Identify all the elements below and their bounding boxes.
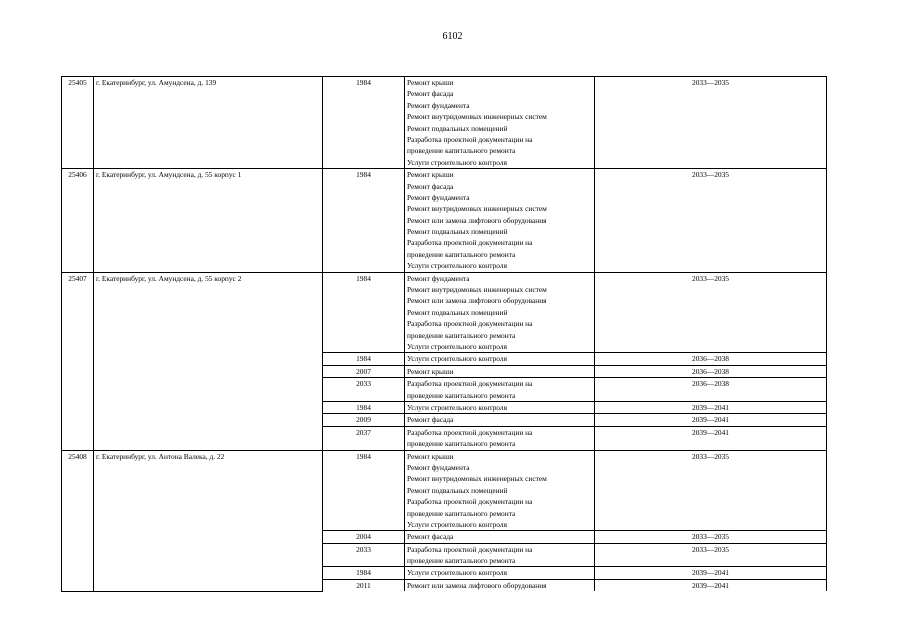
work-item: Ремонт крыши [407,366,454,376]
year-cell: 2033 [323,543,405,567]
period-cell: 2039—2041 [595,426,827,450]
period-cell: 2036—2038 [595,353,827,365]
house-id-cell: 25405 [62,77,94,169]
year-cell: 1984 [323,77,405,169]
work-item: Ремонт фундамента [407,273,470,283]
work-item: Ремонт фасада [407,181,454,191]
work-item: Ремонт внутридомовых инженерных систем [407,285,547,295]
year-cell: 1984 [323,567,405,579]
work-item: Ремонт фундамента [407,462,470,472]
work-item: Услуги строительного контроля [407,519,507,529]
period-cell: 2039—2041 [595,567,827,579]
period-cell: 2036—2038 [595,365,827,377]
year-cell: 2033 [323,378,405,402]
work-item: Ремонт подвальных помещений [407,485,508,495]
work-item: Ремонт крыши [407,78,454,87]
work-item: проведение капитального ремонта [407,439,516,449]
work-item: Разработка проектной документации на [407,238,533,248]
work-item: Разработка проектной документации на [407,497,533,507]
period-cell: 2039—2041 [595,401,827,413]
table-row [62,77,827,169]
period-cell: 2039—2041 [595,579,827,591]
work-item: Ремонт фасада [407,89,454,99]
work-item: Услуги строительного контроля [407,261,507,271]
work-item: Ремонт подвальных помещений [407,227,508,237]
work-list-cell [405,378,595,402]
work-item: Ремонт или замена лифтового оборудования [407,296,547,306]
work-item: Разработка проектной документации на [407,319,533,329]
work-item: Ремонт или замена лифтового оборудования [407,580,547,590]
work-item: Ремонт внутридомовых инженерных систем [407,474,547,484]
year-cell: 2037 [323,426,405,450]
work-item: Разработка проектной документации на [407,427,533,437]
work-item: проведение капитального ремонта [407,508,516,518]
work-item: Ремонт фасада [407,532,454,542]
work-item: Услуги строительного контроля [407,568,507,578]
period-cell: 2033—2035 [595,450,827,531]
year-cell: 1984 [323,169,405,273]
work-list-cell [405,567,595,579]
work-item: Услуги строительного контроля [407,354,507,364]
year-cell: 2004 [323,531,405,543]
year-cell: 1984 [323,450,405,531]
table-row [62,169,827,273]
work-item: Ремонт фундамента [407,192,470,202]
work-list-cell [405,543,595,567]
house-id-cell: 25407 [62,272,94,450]
year-cell: 1984 [323,353,405,365]
address-cell: г. Екатеринбург, ул. Антона Валека, д. 22 [94,450,323,591]
work-item: Услуги строительного контроля [407,402,507,412]
work-list-cell [405,365,595,377]
period-cell: 2033—2035 [595,77,827,169]
period-cell: 2033—2035 [595,169,827,273]
work-list-cell [405,414,595,426]
year-cell: 2007 [323,365,405,377]
period-cell: 2033—2035 [595,543,827,567]
work-list-cell [405,401,595,413]
table-body [62,77,827,592]
work-list-cell [405,77,595,169]
table-row [62,450,827,531]
year-cell: 2009 [323,414,405,426]
work-list-cell [405,579,595,591]
work-list-cell [405,353,595,365]
house-id-cell: 25406 [62,169,94,273]
year-cell: 1984 [323,272,405,353]
work-list-cell [405,450,595,531]
work-item: Разработка проектной документации на [407,544,533,554]
work-item: проведение капитального ремонта [407,249,516,259]
table-row [62,272,827,353]
work-item: Ремонт подвальных помещений [407,123,508,133]
work-item: Ремонт внутридомовых инженерных систем [407,112,547,122]
work-item: проведение капитального ремонта [407,390,516,400]
work-item: Ремонт внутридомовых инженерных систем [407,204,547,214]
period-cell: 2033—2035 [595,272,827,353]
address-cell: г. Екатеринбург, ул. Амундсена, д. 139 [94,77,323,169]
address-cell: г. Екатеринбург, ул. Амундсена, д. 55 корпус 1 [94,169,323,273]
work-list-cell [405,272,595,353]
period-cell: 2033—2035 [595,531,827,543]
work-item: Разработка проектной документации на [407,379,533,389]
period-cell: 2036—2038 [595,378,827,402]
repair-schedule-table [61,76,827,592]
work-item: Ремонт крыши [407,170,454,180]
work-item: Разработка проектной документации на [407,134,533,144]
house-id-cell: 25408 [62,450,94,591]
page-number: 6102 [442,31,463,42]
work-item: Услуги строительного контроля [407,341,507,351]
period-cell: 2039—2041 [595,414,827,426]
work-item: проведение капитального ремонта [407,330,516,340]
work-list-cell [405,169,595,273]
work-item: проведение капитального ремонта [407,146,516,156]
address-cell: г. Екатеринбург, ул. Амундсена, д. 55 корпус 2 [94,272,323,450]
year-cell: 2011 [323,579,405,591]
work-list-cell [405,531,595,543]
work-item: Ремонт фундамента [407,100,470,110]
work-item: Ремонт или замена лифтового оборудования [407,215,547,225]
work-item: Ремонт подвальных помещений [407,307,508,317]
work-item: Ремонт крыши [407,451,454,461]
year-cell: 1984 [323,401,405,413]
work-list-cell [405,426,595,450]
work-item: проведение капитального ремонта [407,556,516,566]
work-item: Ремонт фасада [407,415,454,425]
work-item: Услуги строительного контроля [407,157,507,167]
